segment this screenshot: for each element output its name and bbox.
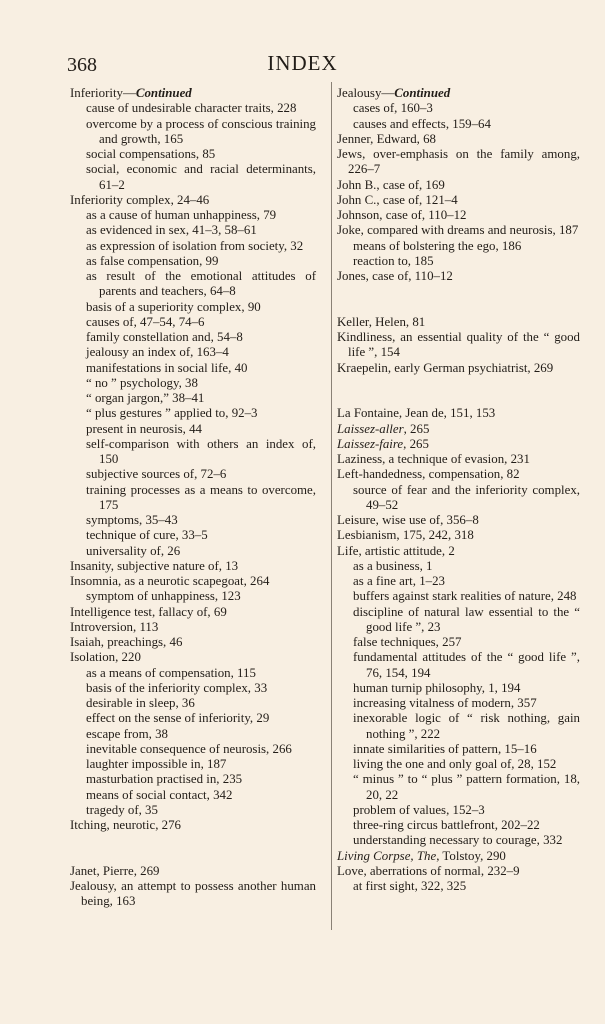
index-subentry: present in neurosis, 44 (86, 421, 202, 436)
index-entry: Laziness, a technique of evasion, 231 (337, 452, 530, 466)
index-entry: Joke, compared with dreams and neurosis, 187 (337, 223, 579, 238)
index-subentry: as false compensation, 99 (86, 253, 219, 268)
index-subentry: problem of values, 152–3 (353, 802, 485, 817)
index-subentry: symptom of unhappiness, 123 (86, 589, 241, 604)
index-subentry: laughter impossible in, 187 (86, 757, 227, 771)
index-gap (337, 284, 580, 315)
index-entry: Isaiah, preachings, 46 (70, 635, 183, 649)
index-subentry: social, economic and racial determinants, 61–2 (86, 162, 316, 192)
index-entry: Janet, Pierre, 269 (70, 863, 160, 878)
index-subentry: increasing vitalness of modern, 357 (353, 696, 537, 710)
index-entry: La Fontaine, Jean de, 151, 153 (337, 406, 496, 421)
index-subentry: masturbation practised in, 235 (86, 772, 243, 787)
index-subentry: inexorable logic of “ risk nothing, gain nothing ”, 222 (353, 711, 580, 741)
index-subentry: effect on the sense of inferiority, 29 (86, 711, 270, 726)
index-column-left (70, 86, 316, 910)
column-divider (331, 82, 332, 930)
index-subentry: as a business, 1 (353, 558, 433, 573)
index-entry: Left-handedness, compensation, 82 (337, 467, 520, 482)
index-entry: Jenner, Edward, 68 (337, 131, 436, 146)
index-subentry: escape from, 38 (86, 726, 168, 741)
index-subentry: source of fear and the inferiority complex, 49–52 (353, 482, 580, 512)
index-subentry: “ minus ” to “ plus ” pattern formation, 18, 20, 22 (353, 772, 580, 802)
index-subentry: causes and effects, 159–64 (353, 116, 491, 131)
index-entry: John B., case of, 169 (337, 177, 445, 192)
index-entry: Love, aberrations of normal, 232–9 (337, 863, 520, 878)
index-entry: Keller, Helen, 81 (337, 314, 426, 329)
index-entry: Insomnia, as a neurotic scapegoat, 264 (70, 574, 270, 588)
index-subentry: as a fine art, 1–23 (353, 574, 445, 588)
index-subentry: “ organ jargon,” 38–41 (86, 391, 205, 405)
index-subentry: as a cause of human unhappiness, 79 (86, 208, 277, 222)
index-subentry: as evidenced in sex, 41–3, 58–61 (86, 223, 257, 238)
index-entry: Johnson, case of, 110–12 (337, 208, 467, 222)
index-subentry: human turnip philosophy, 1, 194 (353, 680, 521, 695)
index-subentry: overcome by a process of conscious training and growth, 165 (86, 116, 316, 146)
index-entry: Jones, case of, 110–12 (337, 269, 453, 283)
index-subentry: family constellation and, 54–8 (86, 330, 243, 344)
index-subentry: at first sight, 322, 325 (353, 879, 467, 893)
index-entry: Isolation, 220 (70, 650, 141, 665)
index-subentry: as result of the emotional attitudes of parents and teachers, 64–8 (86, 269, 316, 299)
continued-label: Continued (135, 86, 192, 100)
index-subentry: as a means of compensation, 115 (86, 665, 256, 680)
index-entry: Living Corpse, The, Tolstoy, 290 (337, 848, 506, 863)
index-entry: Insanity, subjective nature of, 13 (70, 558, 239, 573)
index-entry: Lesbianism, 175, 242, 318 (337, 528, 474, 543)
index-column-right (337, 86, 580, 894)
index-gap (70, 833, 316, 864)
index-subentry: “ plus gestures ” applied to, 92–3 (86, 406, 258, 421)
index-entry: Introversion, 113 (70, 619, 159, 634)
index-subentry: self-comparison with others an index of, 150 (86, 436, 316, 466)
index-subentry: cause of undesirable character traits, 228 (86, 101, 297, 116)
index-subentry: manifestations in social life, 40 (86, 360, 248, 375)
index-subentry: cases of, 160–3 (353, 101, 433, 116)
index-subentry: social compensations, 85 (86, 147, 216, 161)
index-subentry: jealousy an index of, 163–4 (86, 345, 229, 360)
index-entry: Itching, neurotic, 276 (70, 818, 181, 832)
continued-label: Continued (394, 86, 451, 100)
index-entry: Laissez-faire, 265 (337, 436, 429, 451)
index-entry: John C., case of, 121–4 (337, 192, 458, 207)
index-subentry: means of bolstering the ego, 186 (353, 238, 522, 253)
index-entry: Jews, over-emphasis on the family among, 226–7 (337, 147, 580, 177)
index-entry: Intelligence test, fallacy of, 69 (70, 604, 227, 619)
index-subentry: fundamental attitudes of the “ good life ”, 76, 154, 194 (353, 650, 580, 680)
index-subentry: desirable in sleep, 36 (86, 696, 195, 710)
index-subentry: buffers against stark realities of nature, 248 (353, 589, 577, 604)
index-subentry: universality of, 26 (86, 543, 181, 558)
index-entry: Inferiority—Continued (70, 86, 192, 100)
index-subentry: technique of cure, 33–5 (86, 528, 208, 543)
index-subentry: training processes as a means to overcome, 175 (86, 482, 316, 512)
index-subentry: reaction to, 185 (353, 253, 434, 268)
index-entry: Jealousy—Continued (337, 86, 451, 100)
index-subentry: “ no ” psychology, 38 (86, 375, 198, 390)
index-subentry: understanding necessary to courage, 332 (353, 833, 563, 848)
index-entry: Inferiority complex, 24–46 (70, 192, 210, 207)
index-entry: Laissez-aller, 265 (337, 421, 430, 436)
index-subentry: causes of, 47–54, 74–6 (86, 314, 205, 329)
index-subentry: subjective sources of, 72–6 (86, 467, 227, 482)
index-subentry: tragedy of, 35 (86, 802, 158, 817)
index-subentry: discipline of natural law essential to the “ good life ”, 23 (353, 604, 580, 634)
page-number: 368 (67, 54, 97, 76)
index-subentry: basis of the inferiority complex, 33 (86, 680, 268, 695)
index-subentry: false techniques, 257 (353, 635, 462, 649)
index-entry: Leisure, wise use of, 356–8 (337, 513, 479, 527)
index-subentry: basis of a superiority complex, 90 (86, 299, 261, 314)
index-entry: Jealousy, an attempt to possess another human being, 163 (70, 879, 316, 909)
index-subentry: means of social contact, 342 (86, 787, 233, 802)
index-entry: Life, artistic attitude, 2 (337, 543, 455, 558)
index-subentry: as expression of isolation from society, 32 (86, 238, 304, 253)
index-entry: Kindliness, an essential quality of the “ good life ”, 154 (337, 330, 580, 360)
index-subentry: living the one and only goal of, 28, 152 (353, 757, 557, 771)
index-gap (337, 376, 580, 407)
index-subentry: three-ring circus battlefront, 202–22 (353, 818, 540, 832)
page-title: INDEX (267, 51, 338, 75)
index-entry: Kraepelin, early German psychiatrist, 269 (337, 360, 554, 375)
index-subentry: inevitable consequence of neurosis, 266 (86, 741, 292, 756)
index-subentry: symptoms, 35–43 (86, 513, 178, 527)
index-subentry: innate similarities of pattern, 15–16 (353, 741, 537, 756)
